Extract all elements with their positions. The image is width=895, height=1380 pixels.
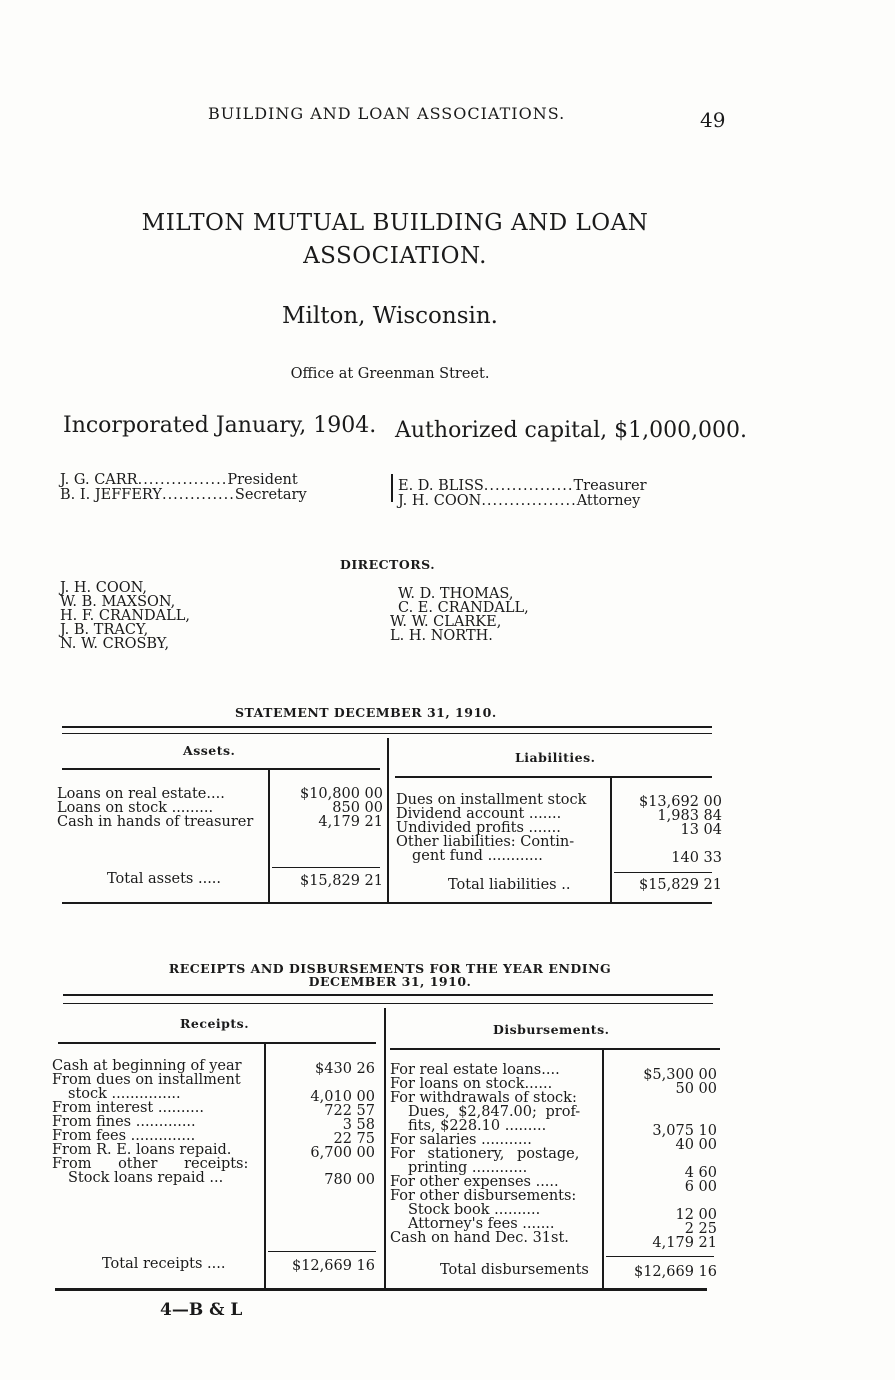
asset-amount: 4,179 21: [318, 814, 383, 830]
disbursements-header: Disbursements.: [493, 1022, 610, 1037]
liability-amount: 13 04: [680, 822, 722, 838]
disbursement-amount: 50 00: [675, 1081, 717, 1097]
statement-center-divider: [387, 738, 389, 902]
receipt-label: Stock loans repaid ...: [68, 1170, 224, 1186]
receipt-amount: $430 26: [315, 1061, 375, 1077]
receipt-amount: 22 75: [333, 1131, 375, 1147]
receipts-heading: RECEIPTS AND DISBURSEMENTS FOR THE YEAR ENDING: [168, 961, 612, 976]
directors-right-list: [390, 587, 529, 643]
disbursement-label: For salaries ...........: [390, 1132, 532, 1148]
office-address: Office at Greenman Street.: [290, 366, 490, 382]
total-disbursements-amount: $12,669 16: [633, 1264, 717, 1280]
receipts-center-divider: [384, 1008, 386, 1288]
disbursement-label: fits, $228.10 .........: [408, 1118, 547, 1134]
receipt-label: From dues on installment: [52, 1072, 241, 1088]
receipts-bottom-rule: [55, 1288, 707, 1291]
association-title-line2: ASSOCIATION.: [303, 243, 487, 269]
receipts-heading-line2: DECEMBER 31, 1910.: [308, 974, 472, 989]
liability-label: Dividend account .......: [396, 806, 562, 822]
liability-label: gent fund ............: [412, 848, 543, 864]
disbursement-amount: 12 00: [675, 1207, 717, 1223]
page-number: 49: [700, 108, 726, 132]
receipt-amount: 780 00: [324, 1172, 375, 1188]
disbursement-label: Attorney's fees .......: [408, 1216, 555, 1232]
location: Milton, Wisconsin.: [281, 303, 498, 329]
receipts-top-rule: [63, 994, 713, 996]
total-receipts-amount: $12,669 16: [291, 1258, 375, 1274]
director: W. B. MAXSON,: [60, 594, 176, 610]
asset-amount: 850 00: [332, 800, 383, 816]
receipt-amount: 6,700 00: [310, 1145, 375, 1161]
liability-label: Dues on installment stock: [396, 792, 587, 808]
association-title: MILTON MUTUAL BUILDING AND LOAN: [141, 210, 649, 236]
authorized-capital: Authorized capital, $1,000,000.: [395, 418, 748, 443]
disbursement-amount: 3,075 10: [652, 1123, 717, 1139]
asset-label: Loans on real estate....: [57, 786, 225, 802]
receipt-label: Cash at beginning of year: [52, 1058, 242, 1074]
director: W. W. CLARKE,: [390, 614, 502, 630]
disbursement-label: For other disbursements:: [390, 1188, 577, 1204]
director: C. E. CRANDALL,: [398, 600, 529, 616]
officer-treasurer: E. D. BLISS................Treasurer: [398, 478, 647, 494]
total-disbursements-label: Total disbursements: [440, 1262, 589, 1278]
disbursement-amount: 4 60: [684, 1165, 717, 1181]
director: H. F. CRANDALL,: [60, 608, 191, 624]
receipt-label: From interest ..........: [52, 1100, 204, 1116]
disbursement-amount: 2 25: [684, 1221, 717, 1237]
officer-president: J. G. CARR................President: [60, 472, 298, 488]
receipt-amount: 722 57: [324, 1103, 375, 1119]
receipt-label: From fees ..............: [52, 1128, 196, 1144]
receipts-header: Receipts.: [180, 1016, 250, 1031]
total-receipts-label: Total receipts ....: [102, 1256, 226, 1272]
running-title: BUILDING AND LOAN ASSOCIATIONS.: [208, 104, 566, 123]
director: J. B. TRACY,: [60, 622, 149, 638]
disbursement-label: For stationery, postage,: [390, 1146, 580, 1162]
liability-amount: 140 33: [671, 850, 722, 866]
officer-divider: [391, 474, 393, 502]
disbursement-amount: 4,179 21: [652, 1235, 717, 1251]
liabilities-header: Liabilities.: [515, 750, 596, 765]
disbursement-label: For loans on stock......: [390, 1076, 553, 1092]
signature-mark: 4—B & L: [160, 1300, 243, 1320]
liability-label: Other liabilities: Contin-: [396, 834, 575, 850]
disbursement-label: printing ............: [408, 1160, 528, 1176]
receipt-label: stock ...............: [68, 1086, 181, 1102]
disbursement-amount: 6 00: [684, 1179, 717, 1195]
disbursement-amount: $5,300 00: [643, 1067, 717, 1083]
statement-bottom-rule: [62, 902, 712, 904]
total-assets-amount: $15,829 21: [299, 873, 383, 889]
incorporated-date: Incorporated January, 1904.: [63, 413, 377, 438]
asset-label: Loans on stock .........: [57, 800, 214, 816]
total-liabilities-label: Total liabilities ..: [448, 877, 571, 893]
director: N. W. CROSBY,: [60, 636, 170, 652]
total-liabilities-amount: $15,829 21: [638, 877, 722, 893]
liability-amount: 1,983 84: [657, 808, 722, 824]
receipt-label: From other receipts:: [52, 1156, 249, 1172]
director: J. H. COON,: [60, 580, 148, 596]
statement-heading: STATEMENT DECEMBER 31, 1910.: [235, 705, 497, 720]
disbursement-label: Dues, $2,847.00; prof-: [408, 1104, 581, 1120]
assets-header: Assets.: [183, 743, 236, 758]
officer-attorney: J. H. COON.................Attorney: [398, 493, 641, 509]
disbursement-label: For withdrawals of stock:: [390, 1090, 577, 1106]
disbursement-label: For real estate loans....: [390, 1062, 560, 1078]
asset-amount: $10,800 00: [299, 786, 383, 802]
liability-amount: $13,692 00: [638, 794, 722, 810]
asset-label: Cash in hands of treasurer: [57, 814, 254, 830]
director: L. H. NORTH.: [390, 628, 493, 644]
directors-heading: DIRECTORS.: [340, 557, 436, 572]
total-assets-label: Total assets .....: [107, 871, 222, 887]
receipt-label: From R. E. loans repaid.: [52, 1142, 232, 1158]
statement-top-rule: [62, 726, 712, 728]
receipt-amount: 4,010 00: [310, 1089, 375, 1105]
liability-label: Undivided profits .......: [396, 820, 561, 836]
disbursement-label: For other expenses .....: [390, 1174, 559, 1190]
officer-secretary: B. I. JEFFERY.............Secretary: [60, 487, 307, 503]
disbursement-amount: 40 00: [675, 1137, 717, 1153]
receipt-label: From fines .............: [52, 1114, 196, 1130]
receipt-amount: 3 58: [342, 1117, 375, 1133]
directors-left-list: [60, 581, 190, 651]
director: W. D. THOMAS,: [398, 586, 514, 602]
disbursement-label: Stock book ..........: [408, 1202, 541, 1218]
disbursement-label: Cash on hand Dec. 31st.: [390, 1230, 569, 1246]
